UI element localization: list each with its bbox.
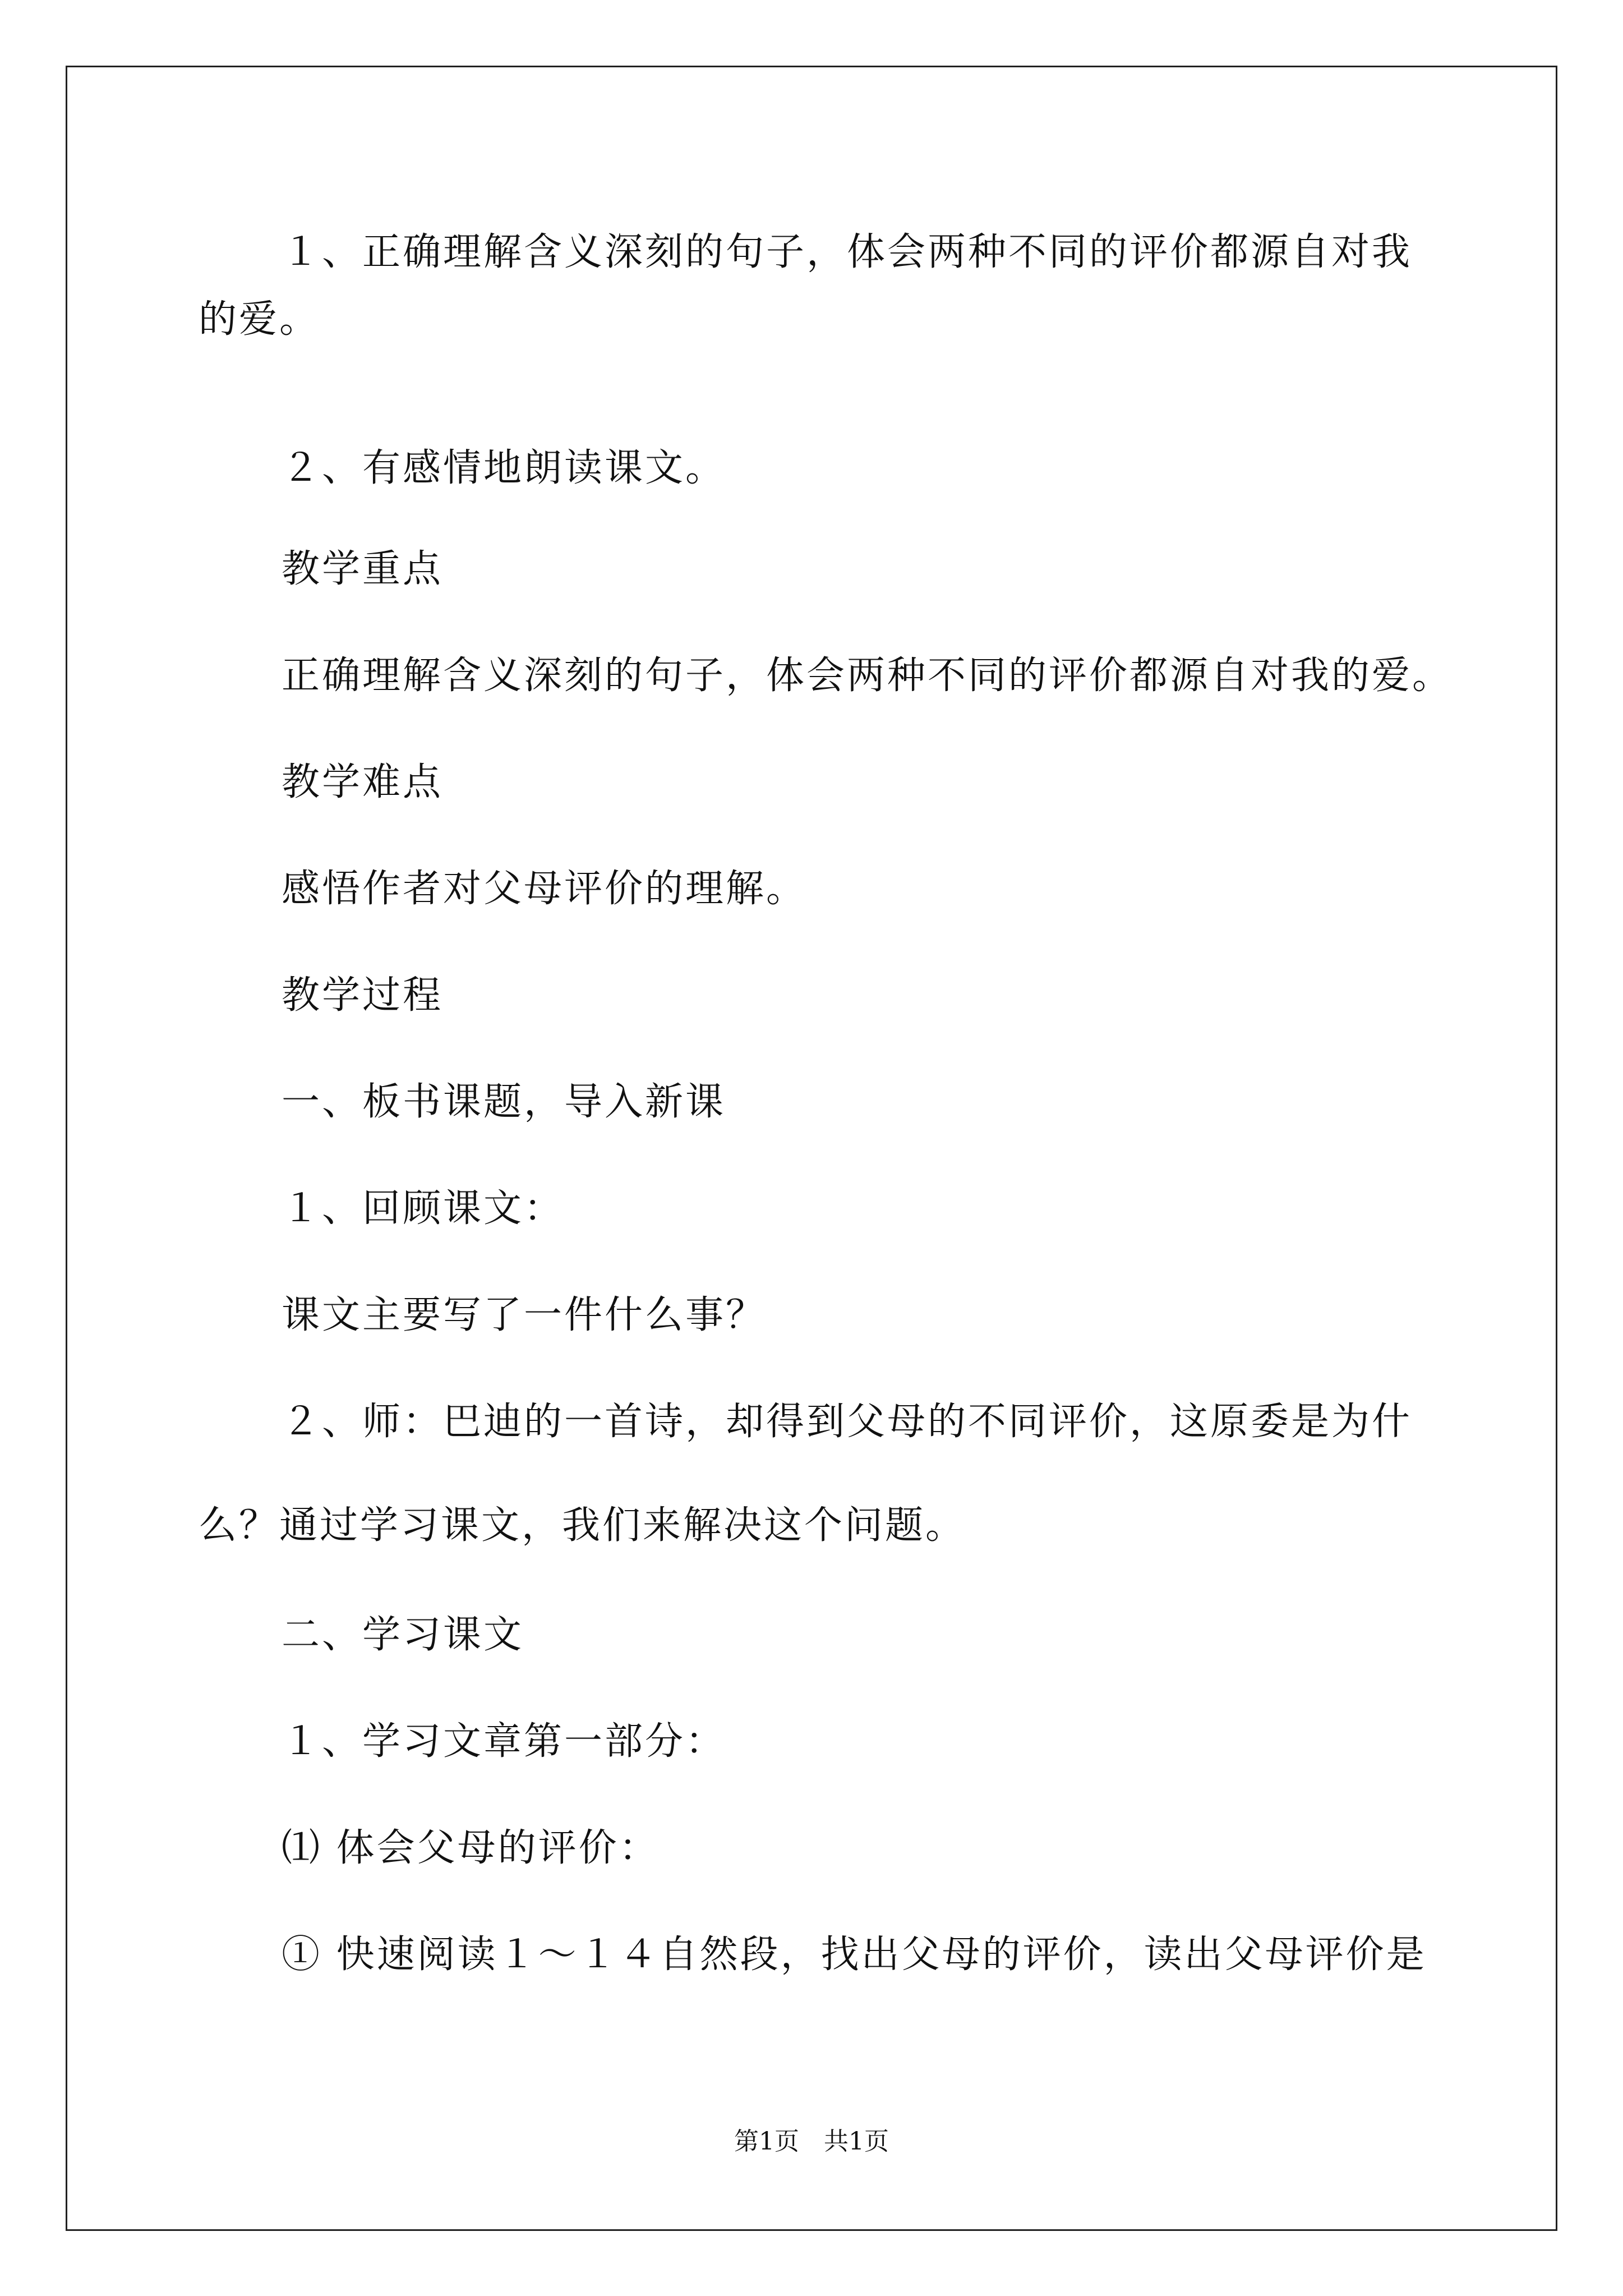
text-line: １、正确理解含义深刻的句子，体会两种不同的评价都源自对我 [282, 230, 1413, 274]
text-line: 的爱。 [199, 297, 320, 342]
text-line: １、回顾课文： [282, 1186, 565, 1231]
text-line: ① 快速阅读１～１４自然段，找出父母的评价，读出父母评价是 [282, 1932, 1427, 1977]
text-line: 一、板书课题，导入新课 [282, 1080, 726, 1124]
text-line: １、学习文章第一部分： [282, 1719, 726, 1764]
page-border [66, 66, 1557, 2231]
section-heading: 教学难点 [282, 760, 444, 804]
section-heading: 教学过程 [282, 973, 444, 1018]
text-line: 感悟作者对父母评价的理解。 [282, 867, 807, 911]
text-line: 课文主要写了一件什么事？ [282, 1293, 767, 1337]
text-line: 么？通过学习课文，我们来解决这个问题。 [199, 1503, 966, 1548]
text-line: 正确理解含义深刻的句子，体会两种不同的评价都源自对我的爱。 [282, 654, 1453, 698]
section-heading: 二、学习课文 [282, 1613, 524, 1657]
section-heading: 教学重点 [282, 547, 444, 591]
text-line: ２、师：巴迪的一首诗，却得到父母的不同评价，这原委是为什 [282, 1400, 1413, 1444]
page-footer: 第1页 共1页 [734, 2127, 889, 2156]
text-line: ⑴ 体会父母的评价： [282, 1826, 660, 1870]
text-line: ２、有感情地朗读课文。 [282, 446, 726, 490]
